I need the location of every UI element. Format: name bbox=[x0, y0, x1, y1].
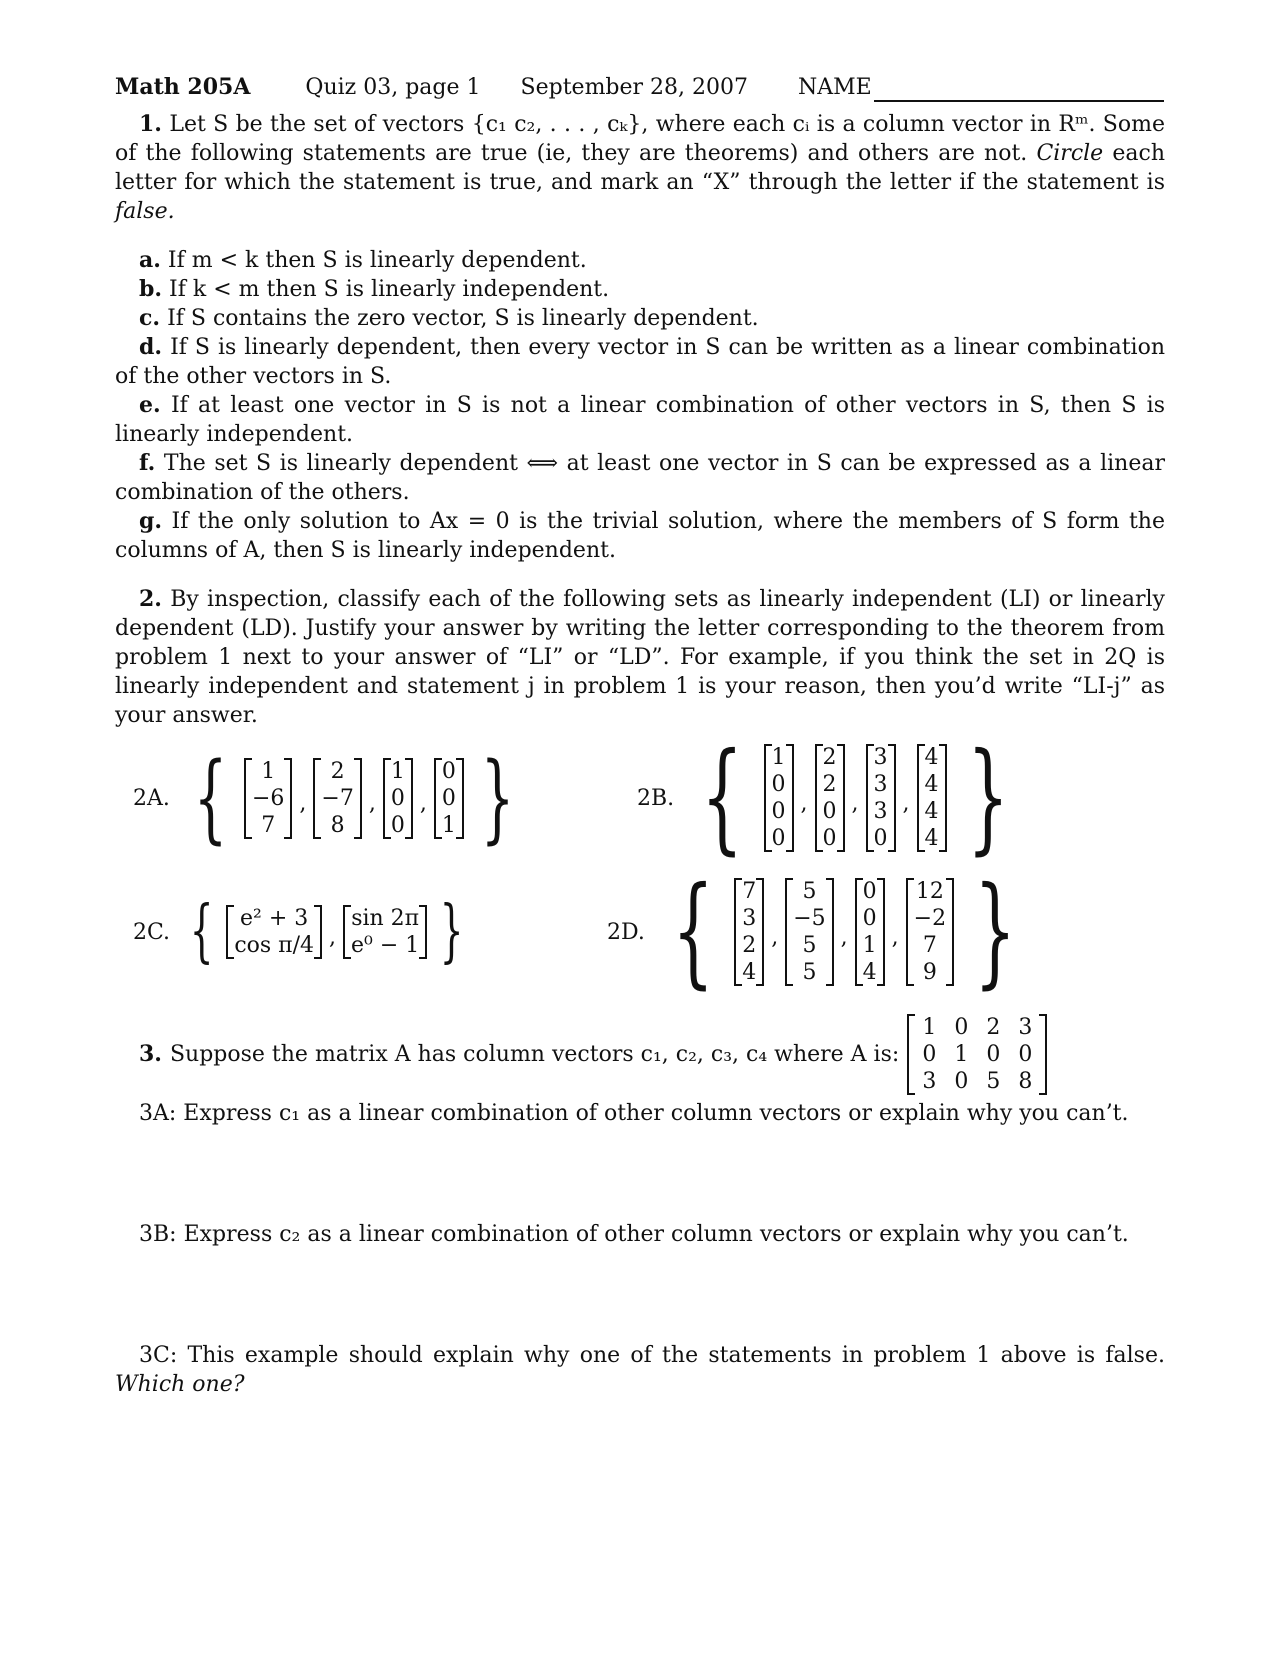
vector-entry: 1 bbox=[390, 758, 405, 784]
left-brace: { bbox=[193, 742, 228, 854]
vector-entry: 9 bbox=[922, 960, 937, 985]
statement-f bbox=[115, 449, 1165, 507]
name-label: NAME bbox=[798, 75, 872, 100]
matrix-entry: 1 bbox=[922, 1015, 937, 1040]
comma: , bbox=[851, 790, 859, 816]
matrix-A bbox=[907, 1014, 1047, 1095]
comma: , bbox=[902, 790, 910, 816]
vector-entry: 8 bbox=[330, 812, 345, 838]
q1-circle-word: Circle bbox=[1036, 141, 1104, 166]
course-title: Math 205A bbox=[115, 74, 251, 100]
q1-intro bbox=[115, 110, 1165, 226]
quiz-page bbox=[115, 70, 1165, 1599]
q3c-text: 3C: This example should explain why one of the statements in problem 1 above is false. bbox=[139, 1343, 1165, 1368]
vector-entry: 1 bbox=[261, 758, 276, 784]
vector-entry: 0 bbox=[873, 826, 888, 851]
left-brace: { bbox=[672, 862, 715, 1001]
vector-entry: 0 bbox=[862, 879, 877, 904]
statement-text: If at least one vector in S is not a linear combination of other vectors in S, then S is linearly independent. bbox=[115, 393, 1165, 447]
vector-entry: 4 bbox=[924, 745, 939, 770]
matrix-entry: 3 bbox=[922, 1069, 937, 1094]
vector-entry: 4 bbox=[924, 826, 939, 851]
q1-instr-text: each letter for which the statement is true, and mark an “X” through the letter if the statement is bbox=[115, 141, 1165, 195]
q1-number: 1. bbox=[139, 111, 162, 137]
statement-text: The set S is linearly dependent ⟺ at least one vector in S can be expressed as a linear combination of the others. bbox=[115, 451, 1165, 505]
q3c-italic: Which one? bbox=[115, 1372, 245, 1397]
statement-text: If k < m then S is linearly independent. bbox=[169, 277, 610, 302]
q3-number: 3. bbox=[139, 1041, 162, 1067]
vector bbox=[764, 744, 794, 852]
vector-entry: cos π/4 bbox=[234, 933, 315, 958]
vector-entry: −7 bbox=[321, 785, 354, 811]
matrix-entry: 1 bbox=[954, 1042, 969, 1067]
comma: , bbox=[329, 924, 337, 950]
vector-entry: 7 bbox=[922, 933, 937, 958]
statement-letter[interactable]: f. bbox=[139, 450, 156, 476]
vector-entry: 0 bbox=[771, 826, 786, 851]
set-2D bbox=[607, 862, 1033, 1001]
vector-entry: 3 bbox=[873, 799, 888, 824]
header bbox=[115, 70, 1165, 102]
comma: , bbox=[840, 924, 848, 950]
vector-entry: 0 bbox=[390, 812, 405, 838]
q3a: 3A: Express c₁ as a linear combination of other column vectors or explain why you can’t. bbox=[139, 1101, 1129, 1126]
vector bbox=[734, 878, 764, 986]
q3-intro bbox=[115, 1014, 1165, 1095]
q3b-answer-space[interactable] bbox=[115, 1249, 1165, 1341]
vector-entry: 0 bbox=[390, 785, 405, 811]
comma: , bbox=[771, 924, 779, 950]
vector-entry: 4 bbox=[924, 772, 939, 797]
vector-entry: 2 bbox=[330, 758, 345, 784]
statement-letter[interactable]: c. bbox=[139, 305, 161, 331]
q3c bbox=[115, 1341, 1165, 1399]
vector-entry: 5 bbox=[802, 933, 817, 958]
statement-g bbox=[115, 507, 1165, 565]
vector-entry: 0 bbox=[771, 799, 786, 824]
matrix-entry: 0 bbox=[922, 1042, 937, 1067]
vector-entry: 4 bbox=[742, 960, 757, 985]
vector bbox=[785, 878, 833, 986]
matrix-entry: 0 bbox=[954, 1015, 969, 1040]
vector bbox=[434, 758, 464, 839]
q3a-answer-space[interactable] bbox=[115, 1128, 1165, 1220]
vector bbox=[244, 758, 292, 839]
comma: , bbox=[891, 924, 899, 950]
vector-entry: sin 2π bbox=[351, 906, 420, 931]
q3b: 3B: Express c₂ as a linear combination of other column vectors or explain why you can’t. bbox=[139, 1222, 1129, 1247]
vector-entry: 0 bbox=[441, 785, 456, 811]
left-brace: { bbox=[189, 892, 214, 971]
vector-entry: 7 bbox=[261, 812, 276, 838]
vector-entry: 4 bbox=[862, 960, 877, 985]
matrix-entry: 0 bbox=[1018, 1042, 1033, 1067]
vector bbox=[906, 878, 954, 986]
vector-entry: 5 bbox=[802, 960, 817, 985]
vector-entry: 5 bbox=[802, 879, 817, 904]
right-brace: } bbox=[440, 892, 464, 971]
matrix-entry: 0 bbox=[954, 1069, 969, 1094]
vector-entry: 3 bbox=[873, 745, 888, 770]
right-brace: } bbox=[974, 862, 1017, 1001]
statement-letter[interactable]: a. bbox=[139, 247, 161, 273]
q2-text: By inspection, classify each of the following sets as linearly independent (LI) or linearly dependent (LD). Justify your answer by writing the letter corresponding to the theorem from problem 1 next to your answer of “LI” or “LD”. For example, if you think the set in 2Q is linearly independent and statement j in problem 1 is your reason, then you’d write “LI-j” as your answer. bbox=[115, 587, 1165, 728]
statement-b bbox=[115, 275, 1165, 304]
matrix-entry: 5 bbox=[986, 1069, 1001, 1094]
q2-number: 2. bbox=[139, 586, 162, 612]
statement-text: If the only solution to Ax = 0 is the trivial solution, where the members of S form the columns of A, then S is linearly independent. bbox=[115, 509, 1165, 563]
vector-entry: 3 bbox=[873, 772, 888, 797]
matrix-entry: 3 bbox=[1018, 1015, 1033, 1040]
statement-letter[interactable]: e. bbox=[139, 392, 161, 418]
statement-c bbox=[115, 304, 1165, 333]
vector-entry: e² + 3 bbox=[240, 906, 309, 931]
statement-a bbox=[115, 246, 1165, 275]
q2-intro bbox=[115, 585, 1165, 730]
vector-entry: e⁰ − 1 bbox=[351, 933, 420, 958]
vector bbox=[815, 744, 845, 852]
statement-letter[interactable]: g. bbox=[139, 508, 163, 534]
set-label: 2D. bbox=[607, 919, 645, 945]
q2-row-1 bbox=[115, 728, 1165, 867]
vector-entry: 0 bbox=[771, 772, 786, 797]
q1-false-word: false. bbox=[115, 199, 175, 224]
set-2C bbox=[133, 892, 583, 971]
set-label: 2C. bbox=[133, 919, 171, 945]
vector-entry: 1 bbox=[862, 933, 877, 958]
vector bbox=[383, 758, 413, 839]
vector-entry: 0 bbox=[441, 758, 456, 784]
comma: , bbox=[368, 790, 376, 816]
vector-entry: 4 bbox=[924, 799, 939, 824]
vector-entry: 0 bbox=[822, 799, 837, 824]
vector-entry: 2 bbox=[822, 772, 837, 797]
statement-letter[interactable]: b. bbox=[139, 276, 163, 302]
vector-entry: 12 bbox=[915, 879, 944, 904]
statement-text: If S is linearly dependent, then every vector in S can be written as a linear combination of the other vectors in S. bbox=[115, 335, 1165, 389]
vector-entry: 1 bbox=[771, 745, 786, 770]
q1-statements bbox=[115, 246, 1165, 565]
quiz-label: Quiz 03, page 1 bbox=[305, 75, 481, 100]
statement-text: If S contains the zero vector, S is linearly dependent. bbox=[167, 306, 759, 331]
statement-text: If m < k then S is linearly dependent. bbox=[167, 248, 587, 273]
vector-entry: 7 bbox=[742, 879, 757, 904]
vector-entry: 3 bbox=[742, 906, 757, 931]
vector bbox=[313, 758, 361, 839]
vector bbox=[343, 905, 427, 959]
vector-entry: −2 bbox=[913, 906, 947, 931]
statement-letter[interactable]: d. bbox=[139, 334, 163, 360]
left-brace: { bbox=[701, 728, 744, 867]
comma: , bbox=[419, 790, 427, 816]
vector-entry: 2 bbox=[742, 933, 757, 958]
right-brace: } bbox=[966, 728, 1009, 867]
statement-e bbox=[115, 391, 1165, 449]
vector bbox=[226, 905, 322, 959]
set-2A bbox=[133, 742, 613, 854]
vector-entry: 0 bbox=[822, 826, 837, 851]
vector-entry: −6 bbox=[251, 785, 285, 811]
q3-text: Suppose the matrix A has column vectors c₁, c₂, c₃, c₄ where A is: bbox=[169, 1042, 900, 1067]
matrix-entry: 8 bbox=[1018, 1069, 1033, 1094]
vector-entry: 2 bbox=[822, 745, 837, 770]
q2-row-2 bbox=[115, 862, 1165, 1001]
vector bbox=[917, 744, 947, 852]
comma: , bbox=[299, 790, 307, 816]
comma: , bbox=[800, 790, 808, 816]
right-brace: } bbox=[480, 742, 515, 854]
set-2B bbox=[637, 728, 1026, 867]
set-label: 2A. bbox=[133, 785, 170, 811]
vector-entry: 0 bbox=[862, 906, 877, 931]
matrix-entry: 2 bbox=[986, 1015, 1001, 1040]
vector bbox=[855, 878, 885, 986]
q3c-answer-space[interactable] bbox=[115, 1399, 1165, 1599]
set-label: 2B. bbox=[637, 785, 675, 811]
q1-intro-text: Let S be the set of vectors {c₁ c₂, . . . , cₖ}, where each cᵢ is a column vector in Rᵐ. Some of the following statements are true (ie, they are theorems) and others are not. bbox=[115, 112, 1165, 166]
statement-d bbox=[115, 333, 1165, 391]
quiz-date: September 28, 2007 bbox=[520, 75, 749, 100]
name-field[interactable] bbox=[874, 78, 1164, 102]
vector bbox=[866, 744, 896, 852]
vector-entry: −5 bbox=[793, 906, 826, 931]
vector-entry: 1 bbox=[441, 812, 456, 838]
matrix-entry: 0 bbox=[986, 1042, 1001, 1067]
